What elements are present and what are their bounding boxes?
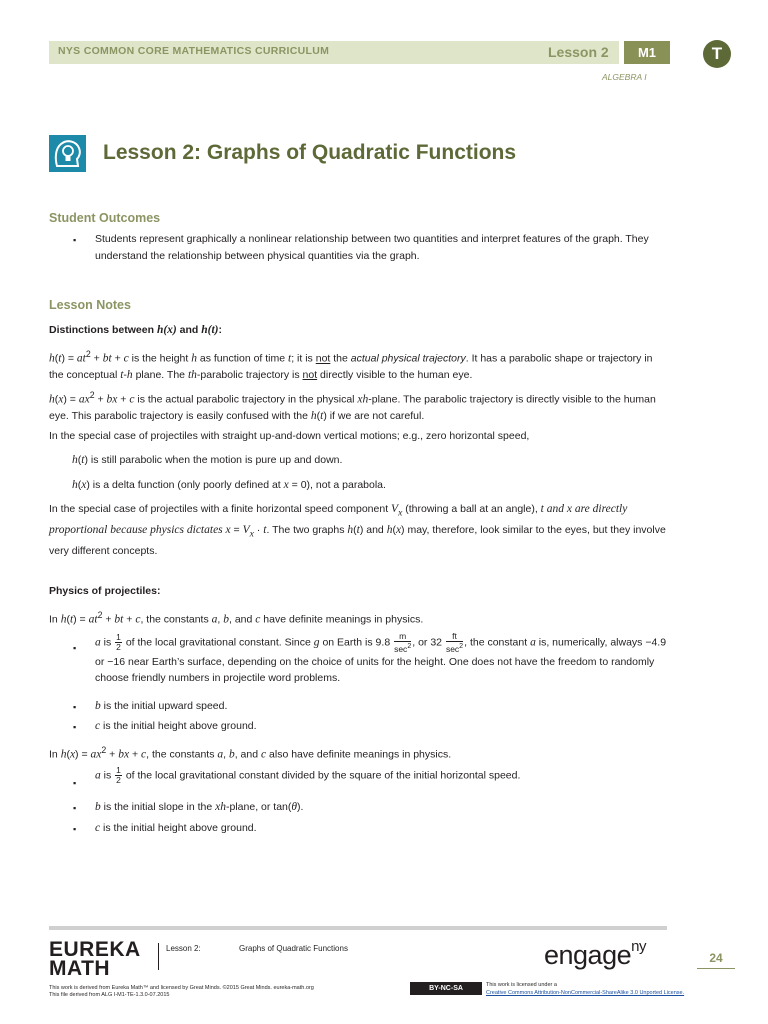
page-title: Lesson 2: Graphs of Quadratic Functions xyxy=(103,141,517,164)
paragraph-special-case-2: In the special case of projectiles with a finite horizontal speed component $V_x$ (throwing a ball at an angle), t and x are directly proportional because physics dictates $x = V_x \cdot t$. The two graphs h(t) and h(x) may, therefore, look similar to the eyes, but they involve very different concepts. xyxy=(49,503,666,557)
footer-divider xyxy=(49,926,667,930)
bullet-c-height: c is the initial height above ground. xyxy=(95,720,257,732)
lesson-notes-heading: Lesson Notes xyxy=(49,298,131,312)
bullet-marker: ▪ xyxy=(73,722,77,732)
ht-constants-intro: In $h(t) = at^2$ + bt + c, the constants a, b, and c have definite meanings in physics. xyxy=(49,610,424,626)
bullet-c-height-2: c is the initial height above ground. xyxy=(95,822,257,834)
license-link[interactable]: Creative Commons Attribution-NonCommercial-ShareAlike 3.0 Unported License. xyxy=(486,990,685,996)
bullet-marker: ▪ xyxy=(73,778,77,788)
student-outcomes-bullet: Students represent graphically a nonlinear relationship between two quantities and interpret features of the graph. They understand the relationship between physical quantities via the graph. xyxy=(95,233,649,262)
bullet-marker: ▪ xyxy=(73,643,77,653)
student-outcomes-heading: Student Outcomes xyxy=(49,211,161,225)
license-text: This work is licensed under a xyxy=(486,982,557,988)
paragraph-hx: $h(x) = ax^2$ + bx + c is the actual parabolic trajectory in the physical xh-plane. The parabolic trajectory is directly visible to the human eye. This parabolic trajectory is easily confused with the h(t) if we are not careful. xyxy=(49,390,656,422)
paragraph-ht: $h(t) = at^2$ + bt + c is the height h as function of time t; it is not the actual physical trajectory. It has a parabolic shape or trajectory in the conceptual t-h plane. The th-parabolic trajectory is not directly visible to the human eye. xyxy=(49,349,653,381)
physics-heading: Physics of projectiles: xyxy=(49,585,161,597)
subject-label: ALGEBRA I xyxy=(602,72,647,82)
paragraph-special-case-1: In the special case of projectiles with straight up-and-down vertical motions; e.g., zero horizontal speed, xyxy=(49,430,530,442)
bullet-b-upward: b is the initial upward speed. xyxy=(95,700,228,712)
distinctions-heading: Distinctions between h(x) and h(t): xyxy=(49,324,223,336)
bullet-a-horizontal: a is $\frac{1}{2}$ of the local gravitational constant divided by the square of the initial horizontal speed. xyxy=(95,765,521,785)
bullet-marker: ▪ xyxy=(73,824,77,834)
footer-lesson-label: Lesson 2: xyxy=(166,944,201,953)
eureka-math-logo: EUREKA MATH xyxy=(49,938,141,980)
footer-credit-1: This work is derived from Eureka Math™ and licensed by Great Minds. ©2015 Great Minds. eureka-math.org xyxy=(49,985,314,991)
module-badge: M1 xyxy=(624,41,670,64)
line-ht-parabolic: h(t) is still parabolic when the motion is pure up and down. xyxy=(72,454,343,466)
bullet-a-gravity: a is $\frac{1}{2}$ of the local gravitational constant. Since g on Earth is 9.8 $\frac{m}{\sec^2}$ , or 32 $\frac{ft}{\sec^2}$ , the constant a is, numerically, always −4.9 or −16 near Earth’s surface, depending on the choice of units for the height. One does not have the freedom to randomly choose friendly numbers in projectile word problems. xyxy=(95,631,667,685)
footer-credit-2: This file derived from ALG I-M1-TE-1.3.0-07.2015 xyxy=(49,992,170,998)
teacher-badge: T xyxy=(703,40,731,68)
curriculum-title: NYS COMMON CORE MATHEMATICS CURRICULUM xyxy=(58,45,330,57)
bullet-marker: ▪ xyxy=(73,803,77,813)
bullet-marker: ▪ xyxy=(73,702,77,712)
hx-constants-intro: In $h(x) = ax^2$ + bx + c, the constants a, b, and c also have definite meanings in physics. xyxy=(49,745,452,761)
bullet-marker: ▪ xyxy=(73,235,77,245)
cc-license-badge: BY-NC-SA xyxy=(410,982,482,995)
lightbulb-icon xyxy=(49,135,86,172)
lesson-label: Lesson 2 xyxy=(548,44,609,60)
engageny-logo: engage$^{ny}$ xyxy=(544,938,646,970)
bullet-b-slope: b is the initial slope in the xh-plane, or tan(θ). xyxy=(95,801,304,813)
line-hx-delta: h(x) is a delta function (only poorly defined at x = 0), not a parabola. xyxy=(72,479,386,491)
footer-separator xyxy=(158,943,159,970)
footer-lesson-topic: Graphs of Quadratic Functions xyxy=(239,944,348,953)
page-number: 24 xyxy=(697,951,735,969)
